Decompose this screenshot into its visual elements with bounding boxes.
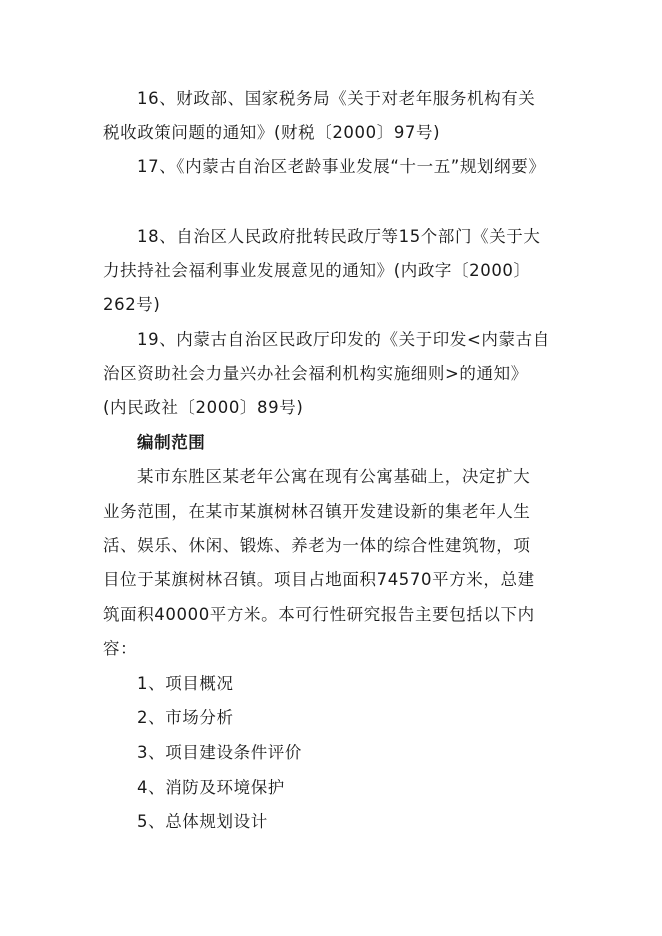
scope-paragraph-line-6: 容： [103,639,138,658]
scope-item-5: 5、总体规划设计 [137,812,268,831]
scope-item-4: 4、消防及环境保护 [137,778,285,797]
scope-paragraph-line-1: 某市东胜区某老年公寓在现有公寓基础上，决定扩大 [137,467,531,486]
ref-17-line-1: 17、《内蒙古自治区老龄事业发展“十一五”规划纲要》 [137,157,546,176]
scope-paragraph-line-5: 筑面积40000平方米。本可行性研究报告主要包括以下内 [103,605,535,624]
ref-18-line-1: 18、自治区人民政府批转民政厅等15个部门《关于大 [137,227,541,246]
ref-19-line-3: (内民政社〔2000〕89号) [103,398,304,417]
ref-19-line-2: 治区资助社会力量兴办社会福利机构实施细则>的通知》 [103,364,528,383]
section-heading: 编制范围 [137,433,206,452]
ref-16-line-1: 16、财政部、国家税务局《关于对老年服务机构有关 [137,89,536,108]
ref-18-line-3: 262号) [103,295,161,314]
ref-16-line-2: 税收政策问题的通知》(财税〔2000〕97号) [103,123,441,142]
scope-item-3: 3、项目建设条件评价 [137,743,302,762]
ref-19-line-1: 19、内蒙古自治区民政厅印发的《关于印发<内蒙古自 [137,330,550,349]
scope-item-2: 2、市场分析 [137,708,234,727]
scope-paragraph-line-2: 业务范围，在某市某旗树林召镇开发建设新的集老年人生 [103,502,531,521]
scope-item-1: 1、项目概况 [137,674,234,693]
scope-paragraph-line-4: 目位于某旗树林召镇。项目占地面积74570平方米，总建 [103,570,535,589]
ref-18-line-2: 力扶持社会福利事业发展意见的通知》(内政字〔2000〕 [103,261,531,280]
scope-paragraph-line-3: 活、娱乐、休闲、锻炼、养老为一体的综合性建筑物，项 [103,536,531,555]
